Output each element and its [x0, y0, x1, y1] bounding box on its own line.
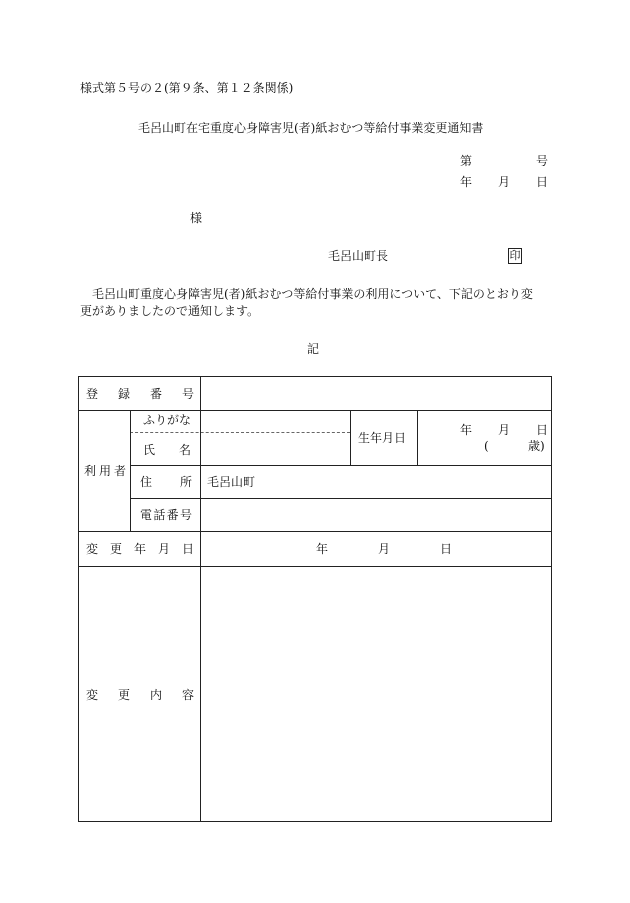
body-text-line1: 毛呂山町重度心身障害児(者)紙おむつ等給付事業の利用について、下記のとおり変	[92, 287, 533, 301]
body-text-line2: 更がありましたので通知します。	[80, 304, 260, 318]
furigana-field[interactable]	[201, 411, 350, 432]
change-content-label: 変 更 内 容	[86, 687, 194, 702]
registration-number-label: 登 録 番 号	[86, 386, 194, 401]
change-year: 年	[316, 542, 329, 556]
change-day: 日	[440, 542, 453, 556]
age-open-paren: (	[484, 439, 489, 453]
birth-year: 年	[460, 423, 473, 437]
birth-day: 日	[536, 423, 549, 437]
ki-heading: 記	[307, 342, 320, 356]
registration-number-field[interactable]	[201, 377, 551, 410]
name-field[interactable]	[201, 433, 350, 465]
form-number: 様式第５号の２(第９条、第１２条関係)	[80, 81, 294, 95]
birth-month: 月	[498, 423, 511, 437]
change-date-label: 変 更 年 月 日	[86, 542, 194, 556]
date-month: 月	[498, 175, 511, 189]
date-year: 年	[460, 175, 473, 189]
issue-number-go: 号	[536, 154, 549, 168]
date-day: 日	[536, 175, 549, 189]
change-month: 月	[378, 542, 391, 556]
document-title: 毛呂山町在宅重度心身障害児(者)紙おむつ等給付事業変更通知書	[138, 121, 484, 135]
phone-label: 電 話 番 号	[140, 508, 192, 522]
issue-number-dai: 第	[460, 154, 473, 168]
addressee-suffix: 様	[190, 211, 203, 225]
change-content-field[interactable]	[201, 567, 551, 821]
birthdate-label: 生年月日	[358, 431, 407, 445]
age-close: 歳)	[528, 439, 545, 453]
furigana-label: ふりがな	[143, 413, 192, 427]
address-value[interactable]: 毛呂山町	[207, 475, 256, 489]
phone-field[interactable]	[201, 499, 551, 531]
user-label: 利 用 者	[84, 464, 126, 478]
issuer-name: 毛呂山町長	[328, 249, 389, 263]
address-label: 住 所	[140, 475, 192, 489]
name-label: 氏 名	[143, 442, 191, 457]
seal-mark: 印	[509, 249, 521, 262]
